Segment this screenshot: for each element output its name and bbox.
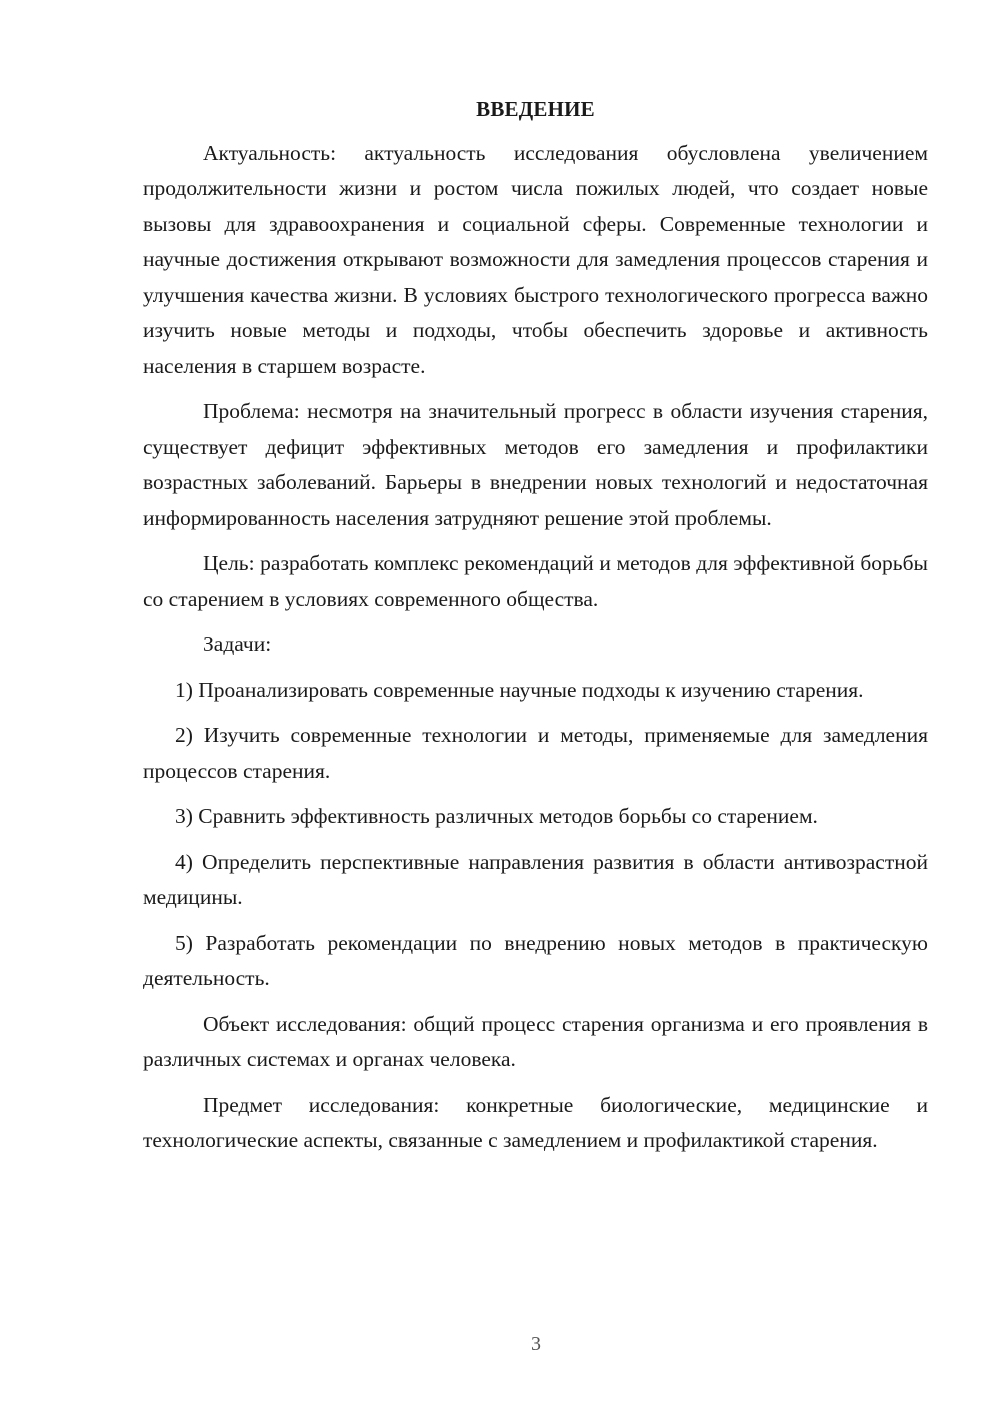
page-number: 3 (531, 1333, 541, 1355)
task-item: 5) Разработать рекомендации по внедрению новых методов в практическую деятельность. (143, 930, 928, 990)
task-item: 2) Изучить современные технологии и методы, применяемые для замедления процессов старения. (143, 723, 928, 783)
document-page (143, 92, 928, 1169)
task-item: 4) Определить перспективные направления развития в области антивозрастной медицины. (143, 849, 928, 909)
task-item: 3) Сравнить эффективность различных методов борьбы со старением. (175, 804, 818, 828)
section-title: ВВЕДЕНИЕ (476, 97, 595, 121)
goal-paragraph: Цель: разработать комплекс рекомендаций и методов для эффективной борьбы со старением в условиях современного общества. (143, 551, 928, 611)
tasks-label: Задачи: (203, 632, 272, 656)
subject-paragraph: Предмет исследования: конкретные биологические, медицинские и технологические аспекты, связанные с замедлением и профилактикой старения. (143, 1092, 928, 1152)
relevance-paragraph: Актуальность: актуальность исследования обусловлена увеличением продолжительности жизни и ростом числа пожилых людей, что создает новые вызовы для здравоохранения и социальной сферы. Современные технологии и научные достижения открывают возможности для замедления процессов старения и улучшения качества жизни. В условиях быстрого технологического прогресса важно изучить новые методы и подходы, чтобы обеспечить здоровье и активность населения в старшем возрасте. (143, 140, 928, 378)
problem-paragraph: Проблема: несмотря на значительный прогресс в области изучения старения, существует дефицит эффективных методов его замедления и профилактики возрастных заболеваний. Барьеры в внедрении новых технологий и недостаточная информированность населения затрудняют решение этой проблемы. (143, 399, 928, 530)
object-paragraph: Объект исследования: общий процесс старения организма и его проявления в различных системах и органах человека. (143, 1011, 928, 1071)
task-item: 1) Проанализировать современные научные подходы к изучению старения. (175, 677, 864, 702)
